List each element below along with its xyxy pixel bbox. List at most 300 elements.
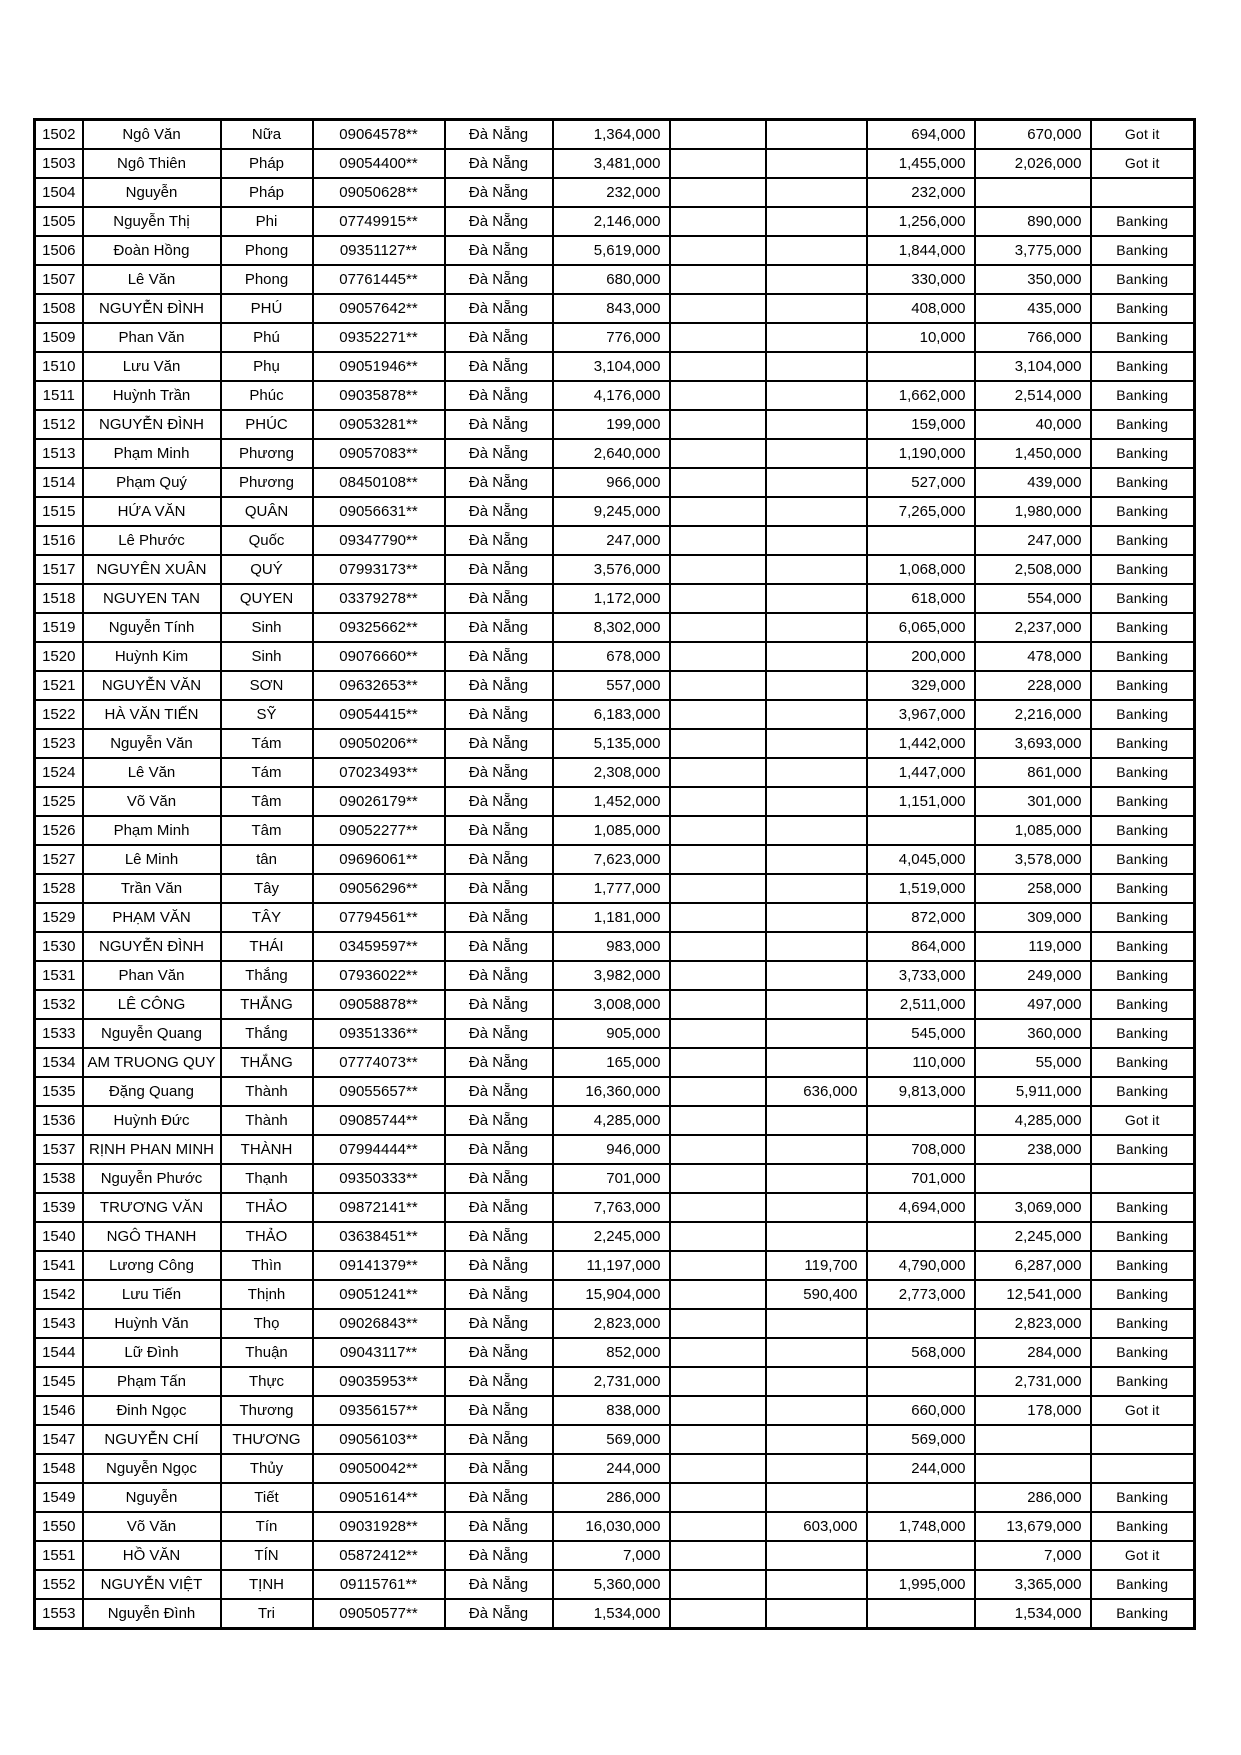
balance-amount-cell: 861,000 [975,758,1091,787]
total-amount-cell: 569,000 [553,1425,670,1454]
balance-amount-cell: 497,000 [975,990,1091,1019]
city-cell: Đà Nẵng [445,613,553,642]
status-cell: Banking [1091,1135,1195,1164]
family-name-cell: NGUYÊN XUÂN [83,555,221,584]
phone-number-cell: 09026843** [313,1309,445,1338]
blank-cell [670,1193,766,1222]
total-amount-cell: 165,000 [553,1048,670,1077]
total-amount-cell: 3,008,000 [553,990,670,1019]
partial-amount-cell [766,1309,867,1338]
partial-amount-cell [766,1570,867,1599]
given-name-cell: Phong [221,265,313,294]
total-amount-cell: 1,364,000 [553,120,670,150]
paid-amount-cell: 569,000 [867,1425,975,1454]
paid-amount-cell: 545,000 [867,1019,975,1048]
table-row [35,1338,1195,1367]
status-cell: Banking [1091,584,1195,613]
partial-amount-cell [766,410,867,439]
balance-amount-cell: 3,365,000 [975,1570,1091,1599]
paid-amount-cell: 159,000 [867,410,975,439]
balance-amount-cell [975,1454,1091,1483]
family-name-cell: AM TRUONG QUY [83,1048,221,1077]
status-cell: Banking [1091,932,1195,961]
phone-number-cell: 09055657** [313,1077,445,1106]
paid-amount-cell [867,1367,975,1396]
family-name-cell: Lê Văn [83,758,221,787]
city-cell: Đà Nẵng [445,642,553,671]
row-number-cell: 1510 [35,352,83,381]
total-amount-cell: 678,000 [553,642,670,671]
row-number-cell: 1526 [35,816,83,845]
table-row [35,381,1195,410]
partial-amount-cell [766,990,867,1019]
phone-number-cell: 09057642** [313,294,445,323]
given-name-cell: THẮNG [221,990,313,1019]
row-number-cell: 1521 [35,671,83,700]
status-cell: Banking [1091,816,1195,845]
family-name-cell: RỊNH PHAN MINH [83,1135,221,1164]
family-name-cell: Đặng Quang [83,1077,221,1106]
city-cell: Đà Nẵng [445,729,553,758]
city-cell: Đà Nẵng [445,120,553,150]
total-amount-cell: 680,000 [553,265,670,294]
family-name-cell: Ngô Văn [83,120,221,150]
total-amount-cell: 966,000 [553,468,670,497]
phone-number-cell: 05872412** [313,1541,445,1570]
blank-cell [670,1106,766,1135]
given-name-cell: QUYEN [221,584,313,613]
row-number-cell: 1541 [35,1251,83,1280]
phone-number-cell: 07023493** [313,758,445,787]
status-cell: Banking [1091,729,1195,758]
table-row [35,294,1195,323]
partial-amount-cell [766,584,867,613]
phone-number-cell: 03459597** [313,932,445,961]
blank-cell [670,352,766,381]
partial-amount-cell [766,1454,867,1483]
row-number-cell: 1529 [35,903,83,932]
phone-number-cell: 09051241** [313,1280,445,1309]
city-cell: Đà Nẵng [445,1280,553,1309]
blank-cell [670,845,766,874]
family-name-cell: TRƯƠNG VĂN [83,1193,221,1222]
family-name-cell: Lương Công [83,1251,221,1280]
given-name-cell: Sinh [221,613,313,642]
status-cell: Banking [1091,1367,1195,1396]
blank-cell [670,526,766,555]
row-number-cell: 1508 [35,294,83,323]
row-number-cell: 1549 [35,1483,83,1512]
table-row [35,584,1195,613]
paid-amount-cell: 3,967,000 [867,700,975,729]
family-name-cell: NGÔ THANH [83,1222,221,1251]
city-cell: Đà Nẵng [445,1483,553,1512]
given-name-cell: Thành [221,1106,313,1135]
total-amount-cell: 3,576,000 [553,555,670,584]
total-amount-cell: 15,904,000 [553,1280,670,1309]
blank-cell [670,265,766,294]
blank-cell [670,236,766,265]
row-number-cell: 1517 [35,555,83,584]
family-name-cell: NGUYỄN ĐÌNH [83,294,221,323]
row-number-cell: 1535 [35,1077,83,1106]
blank-cell [670,1570,766,1599]
partial-amount-cell [766,352,867,381]
given-name-cell: Tâm [221,816,313,845]
balance-amount-cell: 2,216,000 [975,700,1091,729]
status-cell: Banking [1091,642,1195,671]
total-amount-cell: 2,245,000 [553,1222,670,1251]
row-number-cell: 1518 [35,584,83,613]
given-name-cell: Tiết [221,1483,313,1512]
city-cell: Đà Nẵng [445,468,553,497]
partial-amount-cell [766,1425,867,1454]
total-amount-cell: 247,000 [553,526,670,555]
given-name-cell: THÁI [221,932,313,961]
city-cell: Đà Nẵng [445,1570,553,1599]
city-cell: Đà Nẵng [445,990,553,1019]
phone-number-cell: 09051946** [313,352,445,381]
blank-cell [670,961,766,990]
total-amount-cell: 2,731,000 [553,1367,670,1396]
partial-amount-cell [766,671,867,700]
city-cell: Đà Nẵng [445,1541,553,1570]
balance-amount-cell: 2,514,000 [975,381,1091,410]
family-name-cell: HÀ VĂN TIẾN [83,700,221,729]
balance-amount-cell: 3,578,000 [975,845,1091,874]
given-name-cell: PHÚ [221,294,313,323]
balance-amount-cell: 478,000 [975,642,1091,671]
city-cell: Đà Nẵng [445,1367,553,1396]
row-number-cell: 1524 [35,758,83,787]
paid-amount-cell: 1,662,000 [867,381,975,410]
row-number-cell: 1513 [35,439,83,468]
phone-number-cell: 09035878** [313,381,445,410]
phone-number-cell: 09351127** [313,236,445,265]
blank-cell [670,787,766,816]
city-cell: Đà Nẵng [445,1222,553,1251]
blank-cell [670,1338,766,1367]
family-name-cell: Huỳnh Văn [83,1309,221,1338]
paid-amount-cell: 244,000 [867,1454,975,1483]
phone-number-cell: 09696061** [313,845,445,874]
phone-number-cell: 09352271** [313,323,445,352]
row-number-cell: 1506 [35,236,83,265]
given-name-cell: THẢO [221,1193,313,1222]
row-number-cell: 1538 [35,1164,83,1193]
city-cell: Đà Nẵng [445,497,553,526]
paid-amount-cell: 2,511,000 [867,990,975,1019]
payment-table [33,118,1196,1630]
balance-amount-cell: 670,000 [975,120,1091,150]
phone-number-cell: 07761445** [313,265,445,294]
status-cell: Banking [1091,1077,1195,1106]
city-cell: Đà Nẵng [445,903,553,932]
family-name-cell: NGUYỄN CHÍ [83,1425,221,1454]
table-row [35,1396,1195,1425]
city-cell: Đà Nẵng [445,1599,553,1629]
blank-cell [670,1019,766,1048]
family-name-cell: Nguyễn Văn [83,729,221,758]
phone-number-cell: 09632653** [313,671,445,700]
paid-amount-cell: 1,519,000 [867,874,975,903]
balance-amount-cell: 286,000 [975,1483,1091,1512]
row-number-cell: 1530 [35,932,83,961]
status-cell: Banking [1091,410,1195,439]
row-number-cell: 1511 [35,381,83,410]
phone-number-cell: 09351336** [313,1019,445,1048]
row-number-cell: 1503 [35,149,83,178]
paid-amount-cell: 1,068,000 [867,555,975,584]
given-name-cell: Phúc [221,381,313,410]
status-cell: Banking [1091,526,1195,555]
given-name-cell: Tây [221,874,313,903]
phone-number-cell: 09057083** [313,439,445,468]
city-cell: Đà Nẵng [445,410,553,439]
paid-amount-cell: 2,773,000 [867,1280,975,1309]
given-name-cell: Phong [221,236,313,265]
phone-number-cell: 09054400** [313,149,445,178]
row-number-cell: 1502 [35,120,83,150]
total-amount-cell: 1,181,000 [553,903,670,932]
table-row [35,1454,1195,1483]
family-name-cell: Nguyễn [83,178,221,207]
table-row [35,1599,1195,1629]
city-cell: Đà Nẵng [445,1396,553,1425]
partial-amount-cell [766,468,867,497]
paid-amount-cell: 7,265,000 [867,497,975,526]
partial-amount-cell [766,1483,867,1512]
table-row [35,236,1195,265]
status-cell [1091,1164,1195,1193]
row-number-cell: 1519 [35,613,83,642]
row-number-cell: 1532 [35,990,83,1019]
given-name-cell: TÍN [221,1541,313,1570]
paid-amount-cell [867,352,975,381]
paid-amount-cell: 568,000 [867,1338,975,1367]
status-cell: Banking [1091,1280,1195,1309]
blank-cell [670,1222,766,1251]
family-name-cell: Huỳnh Kim [83,642,221,671]
total-amount-cell: 286,000 [553,1483,670,1512]
spreadsheet-page [33,118,1196,1630]
row-number-cell: 1520 [35,642,83,671]
total-amount-cell: 1,452,000 [553,787,670,816]
balance-amount-cell: 766,000 [975,323,1091,352]
balance-amount-cell: 2,245,000 [975,1222,1091,1251]
balance-amount-cell: 249,000 [975,961,1091,990]
paid-amount-cell: 864,000 [867,932,975,961]
given-name-cell: QUÂN [221,497,313,526]
given-name-cell: THẮNG [221,1048,313,1077]
phone-number-cell: 09050577** [313,1599,445,1629]
city-cell: Đà Nẵng [445,207,553,236]
row-number-cell: 1536 [35,1106,83,1135]
given-name-cell: Tâm [221,787,313,816]
total-amount-cell: 3,982,000 [553,961,670,990]
blank-cell [670,700,766,729]
status-cell: Got it [1091,1106,1195,1135]
paid-amount-cell: 6,065,000 [867,613,975,642]
table-row [35,1106,1195,1135]
given-name-cell: Pháp [221,149,313,178]
table-row [35,758,1195,787]
status-cell [1091,1454,1195,1483]
table-row [35,120,1195,150]
table-row [35,1367,1195,1396]
status-cell: Banking [1091,236,1195,265]
given-name-cell: THƯƠNG [221,1425,313,1454]
paid-amount-cell: 694,000 [867,120,975,150]
total-amount-cell: 557,000 [553,671,670,700]
table-row [35,1425,1195,1454]
balance-amount-cell: 178,000 [975,1396,1091,1425]
phone-number-cell: 07774073** [313,1048,445,1077]
blank-cell [670,120,766,150]
table-row [35,874,1195,903]
blank-cell [670,874,766,903]
given-name-cell: THÀNH [221,1135,313,1164]
partial-amount-cell [766,1396,867,1425]
total-amount-cell: 16,030,000 [553,1512,670,1541]
paid-amount-cell: 3,733,000 [867,961,975,990]
table-row [35,642,1195,671]
status-cell: Got it [1091,120,1195,150]
total-amount-cell: 852,000 [553,1338,670,1367]
paid-amount-cell: 4,045,000 [867,845,975,874]
blank-cell [670,1599,766,1629]
partial-amount-cell [766,1019,867,1048]
paid-amount-cell: 872,000 [867,903,975,932]
blank-cell [670,613,766,642]
row-number-cell: 1515 [35,497,83,526]
total-amount-cell: 2,308,000 [553,758,670,787]
status-cell: Got it [1091,1541,1195,1570]
balance-amount-cell: 2,508,000 [975,555,1091,584]
paid-amount-cell [867,1483,975,1512]
paid-amount-cell: 330,000 [867,265,975,294]
given-name-cell: SƠN [221,671,313,700]
partial-amount-cell [766,932,867,961]
total-amount-cell: 2,640,000 [553,439,670,468]
table-row [35,1048,1195,1077]
table-row [35,1309,1195,1338]
total-amount-cell: 946,000 [553,1135,670,1164]
given-name-cell: PHÚC [221,410,313,439]
family-name-cell: Võ Văn [83,1512,221,1541]
given-name-cell: Thắng [221,1019,313,1048]
table-row [35,671,1195,700]
given-name-cell: Thạnh [221,1164,313,1193]
table-row [35,265,1195,294]
phone-number-cell: 09051614** [313,1483,445,1512]
row-number-cell: 1553 [35,1599,83,1629]
city-cell: Đà Nẵng [445,352,553,381]
balance-amount-cell: 1,085,000 [975,816,1091,845]
partial-amount-cell [766,1367,867,1396]
phone-number-cell: 09141379** [313,1251,445,1280]
total-amount-cell: 3,104,000 [553,352,670,381]
total-amount-cell: 7,623,000 [553,845,670,874]
city-cell: Đà Nẵng [445,1048,553,1077]
city-cell: Đà Nẵng [445,1454,553,1483]
table-row [35,932,1195,961]
phone-number-cell: 09050206** [313,729,445,758]
balance-amount-cell: 5,911,000 [975,1077,1091,1106]
status-cell: Banking [1091,1019,1195,1048]
phone-number-cell: 09325662** [313,613,445,642]
partial-amount-cell [766,758,867,787]
status-cell: Banking [1091,845,1195,874]
city-cell: Đà Nẵng [445,236,553,265]
paid-amount-cell [867,1309,975,1338]
phone-number-cell: 09064578** [313,120,445,150]
paid-amount-cell [867,1222,975,1251]
family-name-cell: Lưu Văn [83,352,221,381]
status-cell: Banking [1091,265,1195,294]
total-amount-cell: 3,481,000 [553,149,670,178]
paid-amount-cell: 1,748,000 [867,1512,975,1541]
row-number-cell: 1542 [35,1280,83,1309]
blank-cell [670,410,766,439]
status-cell: Banking [1091,468,1195,497]
total-amount-cell: 1,777,000 [553,874,670,903]
given-name-cell: Thành [221,1077,313,1106]
phone-number-cell: 09347790** [313,526,445,555]
status-cell: Banking [1091,1251,1195,1280]
city-cell: Đà Nẵng [445,1135,553,1164]
total-amount-cell: 905,000 [553,1019,670,1048]
partial-amount-cell [766,961,867,990]
table-row [35,468,1195,497]
paid-amount-cell: 708,000 [867,1135,975,1164]
paid-amount-cell: 408,000 [867,294,975,323]
table-row [35,149,1195,178]
row-number-cell: 1548 [35,1454,83,1483]
row-number-cell: 1537 [35,1135,83,1164]
blank-cell [670,584,766,613]
family-name-cell: Phan Văn [83,961,221,990]
balance-amount-cell: 3,693,000 [975,729,1091,758]
blank-cell [670,758,766,787]
row-number-cell: 1551 [35,1541,83,1570]
given-name-cell: SỸ [221,700,313,729]
partial-amount-cell: 590,400 [766,1280,867,1309]
table-row [35,1193,1195,1222]
balance-amount-cell: 247,000 [975,526,1091,555]
paid-amount-cell: 4,790,000 [867,1251,975,1280]
city-cell: Đà Nẵng [445,961,553,990]
paid-amount-cell [867,1106,975,1135]
family-name-cell: Trần Văn [83,874,221,903]
total-amount-cell: 1,085,000 [553,816,670,845]
paid-amount-cell: 110,000 [867,1048,975,1077]
city-cell: Đà Nẵng [445,1512,553,1541]
blank-cell [670,468,766,497]
phone-number-cell: 07994444** [313,1135,445,1164]
family-name-cell: Đinh Ngọc [83,1396,221,1425]
total-amount-cell: 232,000 [553,178,670,207]
partial-amount-cell [766,207,867,236]
blank-cell [670,149,766,178]
balance-amount-cell: 13,679,000 [975,1512,1091,1541]
city-cell: Đà Nẵng [445,555,553,584]
status-cell: Banking [1091,758,1195,787]
phone-number-cell: 09035953** [313,1367,445,1396]
paid-amount-cell: 1,190,000 [867,439,975,468]
family-name-cell: Lê Phước [83,526,221,555]
balance-amount-cell [975,1425,1091,1454]
